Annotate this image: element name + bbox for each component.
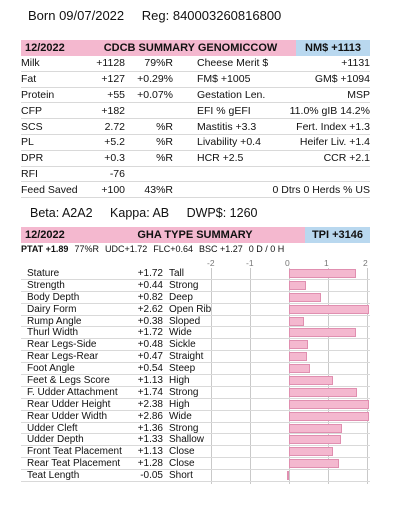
type-row <box>21 304 370 316</box>
right-trait-value: CCR +2.1 <box>323 152 370 165</box>
type-trait-desc: Deep <box>169 291 193 303</box>
type-trait-value: +1.72 <box>137 327 163 339</box>
type-trait-label: Rump Angle <box>27 315 82 327</box>
type-trait-label: Rear Udder Width <box>27 410 108 422</box>
right-trait-value: 11.0% gIB 14.2% <box>289 104 370 117</box>
type-trait-value: +0.38 <box>137 315 163 327</box>
cdcb-title: CDCB SUMMARY GENOMICCOW <box>103 42 278 54</box>
trait-value: +5.2 <box>104 136 125 149</box>
trait-value: +1128 <box>96 57 125 70</box>
type-trait-label: F. Udder Attachment <box>27 386 118 398</box>
trait-value: +0.3 <box>104 152 125 165</box>
right-trait-label: Livability +0.4 <box>197 136 261 149</box>
type-bar <box>289 269 356 278</box>
type-trait-label: Udder Depth <box>27 434 84 446</box>
ptat-summary-item: FLC+0.64 <box>153 244 194 254</box>
type-trait-desc: Open Rib <box>169 303 212 315</box>
type-trait-value: +0.47 <box>137 351 163 363</box>
type-trait-label: Rear Legs-Side <box>27 339 97 351</box>
cdcb-row <box>21 88 370 104</box>
type-trait-desc: High <box>169 398 190 410</box>
ptat-value: PTAT +1.89 <box>21 244 69 254</box>
scale-tick-label: 1 <box>324 258 329 268</box>
type-bar <box>289 435 341 444</box>
type-bar <box>289 400 369 409</box>
scale-tick-label: -1 <box>246 258 254 268</box>
type-row <box>21 268 370 280</box>
scale-tick-label: 2 <box>363 258 368 268</box>
type-trait-value: +1.13 <box>137 446 163 458</box>
right-trait-value: Heifer Liv. +1.4 <box>299 136 370 149</box>
type-trait-value: +1.36 <box>137 422 163 434</box>
scale-tick-label: -2 <box>207 258 215 268</box>
type-row <box>21 411 370 423</box>
type-row <box>21 434 370 446</box>
type-row <box>21 446 370 458</box>
trait-reliability: 43%R <box>144 183 173 196</box>
type-row <box>21 351 370 363</box>
type-trait-desc: Short <box>169 470 193 482</box>
trait-label: RFI <box>21 167 38 180</box>
type-row <box>21 458 370 470</box>
type-trait-desc: Straight <box>169 351 204 363</box>
type-trait-label: Rear Teat Placement <box>27 458 121 470</box>
cdcb-header <box>21 40 370 56</box>
type-table <box>21 268 370 482</box>
type-trait-desc: Tall <box>169 267 185 279</box>
type-row <box>21 375 370 387</box>
type-trait-desc: Wide <box>169 327 192 339</box>
trait-value: -76 <box>109 167 125 180</box>
trait-label: SCS <box>21 120 43 133</box>
ptat-line <box>21 244 370 254</box>
type-trait-desc: Sickle <box>169 339 196 351</box>
trait-label: Fat <box>21 73 37 86</box>
scale-tick-label: 0 <box>285 258 290 268</box>
type-trait-value: +0.44 <box>137 279 163 291</box>
ptat-summary-item: BSC +1.27 <box>199 244 243 254</box>
trait-label: PL <box>21 136 34 149</box>
tpi-value: TPI +3146 <box>305 227 370 243</box>
type-trait-label: Dairy Form <box>27 303 77 315</box>
type-row <box>21 280 370 292</box>
type-trait-value: +1.13 <box>137 374 163 386</box>
right-trait-label: HCR +2.5 <box>197 152 244 165</box>
trait-value: +100 <box>101 183 125 196</box>
right-trait-value: Fert. Index +1.3 <box>296 120 370 133</box>
trait-label: DPR <box>21 152 44 165</box>
type-trait-value: +2.86 <box>137 410 163 422</box>
born-date: Born 09/07/2022 <box>28 8 125 23</box>
right-trait-value: GM$ +1094 <box>314 73 370 86</box>
cdcb-row <box>21 119 370 135</box>
type-trait-label: Stature <box>27 267 60 279</box>
type-bar <box>289 293 321 302</box>
type-trait-value: +0.54 <box>137 363 163 375</box>
trait-reliability: %R <box>156 120 173 133</box>
type-row <box>21 423 370 435</box>
type-bar <box>289 317 304 326</box>
right-trait-value: 0 Dtrs 0 Herds % US <box>272 183 370 196</box>
cdcb-row <box>21 56 370 72</box>
right-trait-label: Mastitis +3.3 <box>197 120 257 133</box>
ptat-summary-item: UDC+1.72 <box>104 244 148 254</box>
type-bar <box>289 364 310 373</box>
type-trait-desc: Close <box>169 446 195 458</box>
type-trait-desc: Close <box>169 458 195 470</box>
type-trait-label: Strength <box>27 279 65 291</box>
right-trait-value: MSP <box>347 88 370 101</box>
type-trait-label: Thurl Width <box>27 327 79 339</box>
type-trait-desc: High <box>169 374 190 386</box>
type-bar <box>289 376 333 385</box>
trait-label: Milk <box>21 57 40 70</box>
type-trait-label: Rear Udder Height <box>27 398 111 410</box>
type-bar <box>289 281 306 290</box>
dwp-dollar: DWP$: 1260 <box>186 206 258 220</box>
kappa-casein: Kappa: AB <box>110 206 170 220</box>
type-bar <box>289 412 369 421</box>
cdcb-date: 12/2022 <box>25 42 65 54</box>
trait-label: CFP <box>21 104 42 117</box>
type-trait-value: +1.28 <box>137 458 163 470</box>
type-row <box>21 327 370 339</box>
trait-reliability: 79%R <box>144 57 173 70</box>
type-bar <box>289 328 356 337</box>
trait-reliability: +0.07% <box>137 88 173 101</box>
type-bar <box>289 388 357 397</box>
trait-label: Feed Saved <box>21 183 78 196</box>
type-trait-desc: Strong <box>169 279 199 291</box>
cdcb-table <box>21 56 370 198</box>
type-trait-desc: Strong <box>169 386 199 398</box>
type-row <box>21 363 370 375</box>
type-trait-desc: Sloped <box>169 315 201 327</box>
type-trait-desc: Wide <box>169 410 192 422</box>
type-trait-value: -0.05 <box>140 470 163 482</box>
trait-label: Protein <box>21 88 55 101</box>
ptat-summary-item: 77%R <box>74 244 99 254</box>
type-trait-value: +0.82 <box>137 291 163 303</box>
type-bar <box>289 459 339 468</box>
trait-value: +127 <box>101 73 125 86</box>
cdcb-row <box>21 182 370 198</box>
type-trait-value: +1.33 <box>137 434 163 446</box>
right-trait-label: Gestation Len. <box>197 88 266 101</box>
cdcb-row <box>21 151 370 167</box>
type-trait-value: +2.38 <box>137 398 163 410</box>
type-trait-desc: Shallow <box>169 434 205 446</box>
cdcb-row <box>21 103 370 119</box>
trait-reliability: %R <box>156 136 173 149</box>
type-trait-value: +1.74 <box>137 386 163 398</box>
type-trait-value: +0.48 <box>137 339 163 351</box>
cdcb-row <box>21 72 370 88</box>
type-trait-label: Foot Angle <box>27 363 75 375</box>
type-bar <box>289 352 307 361</box>
genetics-line <box>30 206 271 220</box>
right-trait-label: FM$ +1005 <box>197 73 251 86</box>
trait-value: +182 <box>101 104 125 117</box>
right-trait-value: +1131 <box>341 57 370 70</box>
type-date: 12/2022 <box>25 229 65 241</box>
type-trait-label: Body Depth <box>27 291 80 303</box>
beta-casein: Beta: A2A2 <box>30 206 93 220</box>
type-bar <box>287 471 289 480</box>
type-bar <box>289 424 342 433</box>
type-trait-label: Feet & Legs Score <box>27 374 110 386</box>
right-trait-label: EFI % gEFI <box>197 104 251 117</box>
born-line <box>28 8 295 23</box>
type-row <box>21 387 370 399</box>
type-trait-label: Udder Cleft <box>27 422 78 434</box>
trait-reliability: +0.29% <box>137 73 173 86</box>
trait-reliability: %R <box>156 152 173 165</box>
right-trait-label: Cheese Merit $ <box>197 57 269 70</box>
type-header <box>21 227 370 243</box>
type-bar <box>289 447 333 456</box>
type-trait-value: +2.62 <box>137 303 163 315</box>
type-trait-label: Front Teat Placement <box>27 446 122 458</box>
type-row <box>21 292 370 304</box>
type-trait-value: +1.72 <box>137 267 163 279</box>
type-trait-desc: Steep <box>169 363 196 375</box>
registration-number: Reg: 840003260816800 <box>141 8 282 23</box>
nm-dollar: NM$ +1113 <box>296 40 370 56</box>
cdcb-row <box>21 167 370 183</box>
type-row <box>21 339 370 351</box>
type-trait-label: Rear Legs-Rear <box>27 351 99 363</box>
cdcb-row <box>21 135 370 151</box>
trait-value: +55 <box>107 88 125 101</box>
type-row <box>21 399 370 411</box>
trait-value: 2.72 <box>104 120 125 133</box>
type-row <box>21 316 370 328</box>
type-trait-desc: Strong <box>169 422 199 434</box>
type-title: GHA TYPE SUMMARY <box>137 229 253 241</box>
type-row <box>21 470 370 482</box>
type-trait-label: Teat Length <box>27 470 80 482</box>
ptat-summary-item: 0 D / 0 H <box>248 244 285 254</box>
type-bar <box>289 305 369 314</box>
type-bar <box>289 340 308 349</box>
